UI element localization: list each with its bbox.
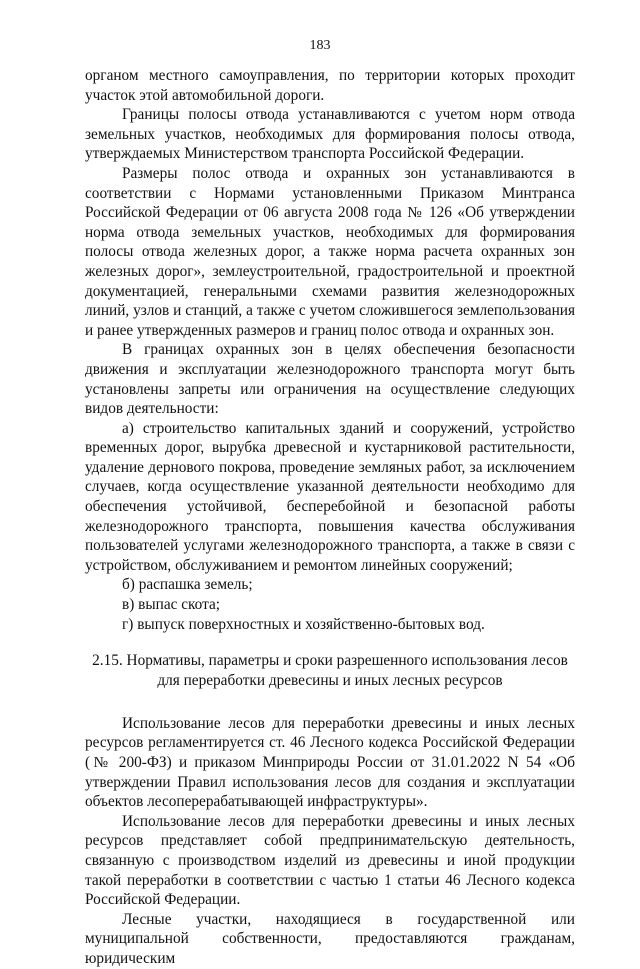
list-item: г) выпуск поверхностных и хозяйственно-бытовых вод. — [122, 615, 485, 633]
paragraph: органом местного самоуправления, по территории которых проходит участок этой автомобильной дороги. — [85, 67, 575, 104]
list-item: в) выпас скота; — [122, 596, 221, 614]
section-heading — [85, 651, 575, 691]
paragraph: В границах охранных зон в целях обеспечения безопасности движения и эксплуатации железнодорожного транспорта могут быть установлены запреты или ограничения на осуществление следующих видов деятельности: — [85, 341, 575, 418]
page-number: 183 — [309, 38, 331, 53]
paragraph: Использование лесов для переработки древесины и иных лесных ресурсов регламентируется ст. 46 Лесного кодекса Российской Федерации (№ 200-ФЗ) и приказом Минприроды России от 31.01.2022 N 54 «Об утверждении Правил использования лесов для создания и эксплуатации объектов лесоперерабатывающей инфраструктуры». — [85, 714, 575, 811]
list-item: б) распашка земель; — [122, 576, 253, 594]
paragraph: Границы полосы отвода устанавливаются с учетом норм отвода земельных участков, необходимых для формирования полосы отвода, утверждаемых Министерством транспорта Российской Федерации. — [85, 106, 575, 163]
paragraph: Размеры полос отвода и охранных зон устанавливаются в соответствии с Нормами установленными Приказом Минтранса Российской Федерации от 06 августа 2008 года № 126 «Об утверждении норма отвода земельных участков, необходимых для формирования полосы отвода железных дорог, а также норма расчета охранных зон железных дорог», землеустроительной, градостроительной и проектной документацией, генеральными схемами развития железнодорожных линий, узлов и станций, а также с учетом сложившегося землепользования и ранее утвержденных размеров и границ полос отвода и охранных зон. — [85, 164, 575, 339]
page-body — [85, 66, 575, 969]
section-heading-line: для переработки древесины и иных лесных ресурсов — [157, 672, 503, 690]
paragraph: а) строительство капитальных зданий и сооружений, устройство временных дорог, вырубка древесной и кустарниковой растительности, удаление дернового покрова, проведение земляных работ, за исключением случаев, когда осуществление указанной деятельности необходимо для обеспечения устойчивой, бесперебойной и безопасной работы железнодорожного транспорта, повышения качества обслуживания пользователей услугами железнодорожного транспорта, а также в связи с устройством, обслуживанием и ремонтом линейных сооружений; — [85, 419, 575, 574]
section-heading-line: 2.15. Нормативы, параметры и сроки разрешенного использования лесов — [92, 652, 568, 670]
paragraph: Использование лесов для переработки древесины и иных лесных ресурсов представляет собой предпринимательскую деятельность, связанную с производством изделий из древесины и иной продукции такой переработки в соответствии с частью 1 статьи 46 Лесного кодекса Российской Федерации. — [85, 812, 575, 909]
paragraph: Лесные участки, находящиеся в государственной или муниципальной собственности, предоставляются гражданам, юридическим — [85, 910, 575, 967]
